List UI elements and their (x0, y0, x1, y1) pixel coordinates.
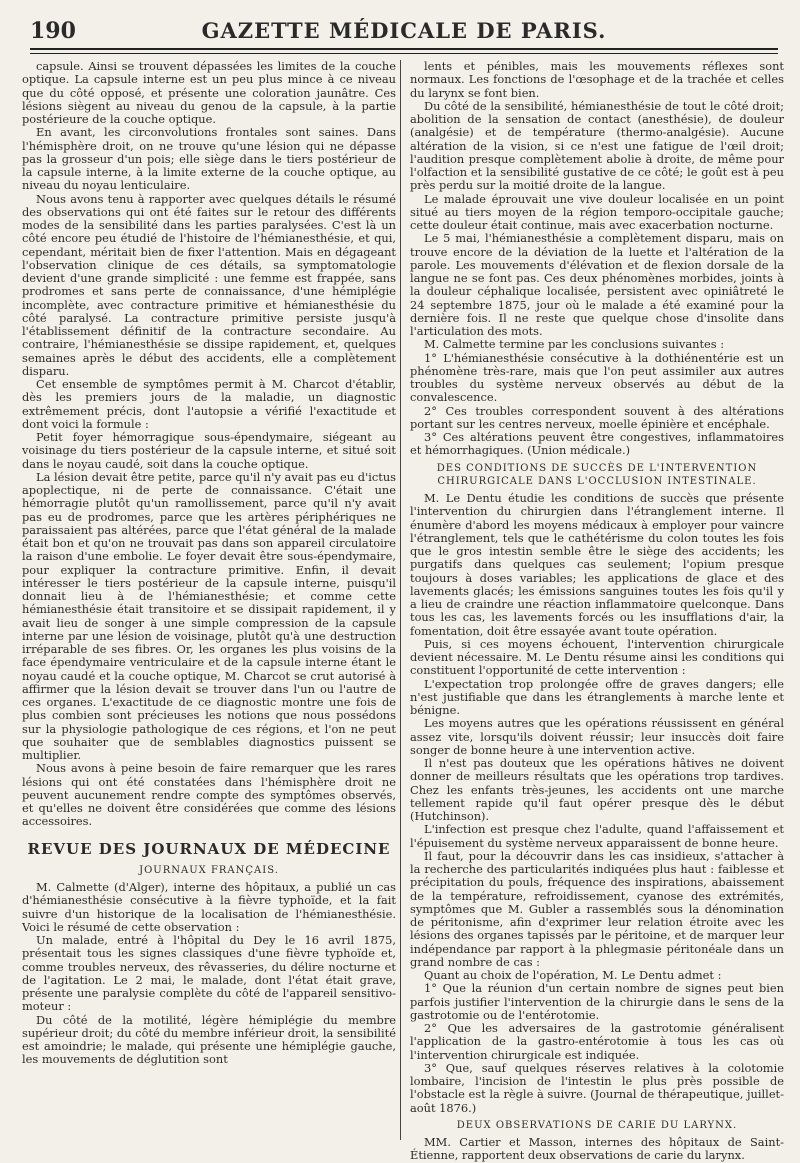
paragraph: Les moyens autres que les opérations réussissent en général assez vite, lorsqu'ils doivent réussir; leur insuccès doit faire songer de bonne heure à une intervention active. (410, 716, 784, 757)
paragraph: MM. Cartier et Masson, internes des hôpitaux de Saint-Étienne, rapportent deux observations de carie du larynx. (410, 1135, 784, 1163)
page-header (30, 12, 778, 46)
paragraph: Du côté de la sensibilité, hémianesthésie de tout le côté droit; abolition de la sensation de contact (anesthésie), de douleur (analgésie) et de température (thermo-analgésie). Aucune altération de la vision, si ce n'est une fatigue de l'œil droit; l'audition presque complètement abolie à droite, de même pour l'olfaction et la sensibilité gustative de ce côté; le goût est à peu près perdu sur la moitié droite de la langue. (410, 98, 784, 193)
conclusion-item: 1° L'hémianesthésie consécutive à la dothiénentérie est un phénomène très-rare, mais que l'on peut assimiler aux autres troubles du système nerveux observés au début de la convalescence. (410, 350, 784, 405)
paragraph: Il n'est pas douteux que les opérations hâtives ne doivent donner de meilleurs résultats que les opérations trop tardives. Chez les enfants très-jeunes, les accidents ont une marche tellement rapide qu'il faut opérer presque dès le début (Hutchinson). (410, 756, 784, 823)
conclusion-item: 2° Ces troubles correspondent souvent à des altérations portant sur les centres nerveux, moelle épinière et encéphale. (410, 403, 784, 431)
paragraph: Il faut, pour la découvrir dans les cas insidieux, s'attacher à la recherche des particularités indiquées plus haut : faiblesse et précipitation du pouls, fréquence des inspirations, abaissement de la température, refroidissement, cyanose des extrémités, symptômes que M. Gubler a rassemblés sous la dénomination de péritonisme, afin d'exprimer leur relation étroite avec les lésions des organes tapissés par le péritoine, et de marquer leur indépendance par rapport à la phlegmasie péritonéale dans un grand nombre de cas : (410, 848, 784, 969)
paragraph: En avant, les circonvolutions frontales sont saines. Dans l'hémisphère droit, on ne trouve qu'une lésion qui ne dépasse pas la grosseur d'un pois; elle siège dans le tiers postérieur de la capsule interne, à la limite externe de la couche optique, au niveau du noyau lenticulaire. (22, 125, 396, 193)
header-rule (30, 48, 778, 50)
paragraph: Nous avons à peine besoin de faire remarquer que les rares lésions qui ont été constatées dans l'hémisphère droit ne peuvent aucunement rendre compte des symptômes observés, et qu'elles ne doivent être considérées que comme des lésions accessoires. (22, 761, 396, 829)
paragraph: Le malade éprouvait une vive douleur localisée en un point situé au tiers moyen de la région temporo-occipitale gauche; cette douleur était continue, mais avec exacerbation nocturne. (410, 191, 784, 232)
paragraph: La lésion devait être petite, parce qu'il n'y avait pas eu d'ictus apoplectique, ni de perte de connaissance. C'était une hémorragie plutôt qu'un ramollissement, parce qu'il n'y avait pas eu de prodromes, parce que les artères périphériques ne paraissaient pas altérées, parce que l'état général de la malade était bon et qu'on ne trouvait pas dans son appareil circulatoire la raison d'une embolie. Le foyer devait être sous-épendymaire, pour expliquer la contracture primitive. Enfin, il devait intéresser le tiers postérieur de la capsule interne, puisqu'il donnait lieu à de l'hémianesthésie; et comme cette hémianesthésie était transitoire et se dissipait rapidement, il y avait lieu de songer à une simple compression de la capsule interne par une lésion de voisinage, plutôt qu'à une destruction irréparable de ses fibres. Or, les organes les plus voisins de la face épendymaire ventriculaire et de la capsule interne étant le noyau caudé et la couche optique, M. Charcot se crut autorisé à affirmer que la lésion devait se trouver dans l'un ou l'autre de ces organes. L'exactitude de ce diagnostic montre une fois de plus combien sont précieuses les notions que nous possédons sur la physiologie pathologique de ces régions, et l'on ne peut que souhaiter que de semblables diagnostics puissent se multiplier. (22, 469, 396, 762)
paragraph: Quant au choix de l'opération, M. Le Dentu admet : (424, 968, 722, 982)
journal-title: GAZETTE MÉDICALE DE PARIS. (201, 18, 607, 43)
paragraph: Nous avons tenu à rapporter avec quelques détails le résumé des observations qui ont été faites sur le retour des différents modes de la sensibilité dans les parties paralysées. C'est là un côté encore peu étudié de l'histoire de l'hémianesthésie, et qui, cependant, méritait bien de fixer l'attention. Mais en dégageant l'observation clinique de ces détails, sa symptomatologie devient d'une grande simplicité : une femme est frappée, sans prodromes et sans perte de connaissance, d'une hémiplégie incomplète, avec contracture primitive et hémianesthésie du côté paralysé. La contracture primitive persiste jusqu'à l'établissement définitif de la contracture secondaire. Au contraire, l'hémianesthésie se dissipe rapidement, et, quelques semaines après le début des accidents, elle a complètement disparu. (22, 191, 396, 378)
paragraph: L'infection est presque chez l'adulte, quand l'affaissement et l'épuisement du système nerveux apparaissent de bonne heure. (410, 822, 784, 850)
conclusion-item: 3° Ces altérations peuvent être congestives, inflammatoires et hémorrhagiques. (Union médicale.) (410, 430, 784, 458)
paragraph: lents et pénibles, mais les mouvements réflexes sont normaux. Les fonctions de l'œsophage et de la trachée et celles du larynx se font bien. (410, 59, 784, 100)
paragraph: Puis, si ces moyens échouent, l'intervention chirurgicale devient nécessaire. M. Le Dentu résume ainsi les conditions qui constituent l'opportunité de cette intervention : (410, 636, 784, 678)
paragraph: M. Calmette (d'Alger), interne des hôpitaux, a publié un cas d'hémianesthésie consécutive à la fièvre typhoïde, et la fait suivre d'un historique de la localisation de l'hémianesthésie. Voici le résumé de cette observation : (22, 880, 396, 934)
conclusion-item: 3° Que, sauf quelques réserves relatives à la colotomie lombaire, l'incision de l'intestin le plus près possible de l'obstacle est la règle à suivre. (Journal de thérapeutique, juillet-août 1876.) (410, 1060, 784, 1115)
column-divider (400, 60, 401, 1140)
paragraph: capsule. Ainsi se trouvent dépassées les limites de la couche optique. La capsule interne est un peu plus mince à ce niveau que du côté opposé, et présente une coloration jaunâtre. Ces lésions siègent au niveau du genou de la capsule, à la partie postérieure de la couche optique. (22, 59, 396, 126)
paragraph: Le 5 mai, l'hémianesthésie a complètement disparu, mais on trouve encore de la déviation de la luette et l'altération de la parole. Les mouvements d'élévation et de flexion dorsale de la langue ne se font pas. Ces deux phénomènes morbides, joints à la douleur céphalique localisée, persistent avec opiniâtreté le 24 septembre 1875, jour où le malade a été examiné pour la dernière fois. Il ne reste que quelque chose d'insolite dans l'articulation des mots. (410, 231, 784, 338)
article-subhead: DES CONDITIONS DE SUCCÈS DE L'INTERVENTION CHIRURGICALE DANS L'OCCLUSION INTESTINALE. (436, 462, 758, 487)
conclusion-item: 2° Que les adversaires de la gastrotomie généralisent l'application de la gastro-entérotomie à tous les cas où l'intervention chirurgicale est indiquée. (410, 1021, 784, 1062)
paragraph: Un malade, entré à l'hôpital du Dey le 16 avril 1875, présentait tous les signes classiques d'une fièvre typhoïde et, comme troubles nerveux, des rêvasseries, du délire nocturne et de l'agitation. Le 2 mai, le malade, dont l'état était grave, présente une paralysie complète du côté de l'appareil sensitivo-moteur : (22, 933, 396, 1014)
paragraph: M. Calmette termine par les conclusions suivantes : (424, 337, 725, 352)
paragraph: Cet ensemble de symptômes permit à M. Charcot d'établir, dès les premiers jours de la maladie, un diagnostic extrêmement précis, dont l'autopsie a vérifié l'exactitude et dont voici la formule : (22, 377, 396, 431)
section-title: REVUE DES JOURNAUX DE MÉDECINE (27, 839, 391, 858)
header-rule-thin (30, 53, 778, 54)
right-column (410, 59, 784, 1163)
paragraph: L'expectation trop prolongée offre de graves dangers; elle n'est justifiable que dans les étranglements à marche lente et bénigne. (410, 676, 784, 717)
paragraph: Du côté de la motilité, légère hémiplégie du membre supérieur droit; du côté du membre inférieur droit, la sensibilité est amoindrie; le malade, qui présente une hémiplégie gauche, les mouvements de déglutition sont (22, 1012, 396, 1067)
paragraph: M. Le Dentu étudie les conditions de succès que présente l'intervention du chirurgien dans l'étranglement interne. Il énumère d'abord les moyens médicaux à employer pour vaincre l'étranglement, tels que le cathétérisme du colon toutes les fois que le gros intestin semble être le siège des accidents; les purgatifs dans quelques cas seulement; l'opium presque toujours à doses variables; les applications de glace et des lavements glacés; les émissions sanguines toutes les fois qu'il y a lieu de craindre une réaction inflammatoire quelconque. Dans tous les cas, les lavements forcés ou les insufflations d'air, la fomentation, doit être essayée avant toute opération. (410, 491, 784, 638)
conclusion-item: 1° Que la réunion d'un certain nombre de signes peut bien parfois justifier l'intervention de la chirurgie dans le sens de la gastrotomie ou de l'entérotomie. (410, 981, 784, 1022)
left-column (22, 60, 396, 1140)
section-subhead: JOURNAUX FRANÇAIS. (139, 864, 279, 876)
article-subhead: DEUX OBSERVATIONS DE CARIE DU LARYNX. (456, 1119, 738, 1131)
page-number: 190 (30, 18, 76, 44)
paragraph: Petit foyer hémorragique sous-épendymaire, siégeant au voisinage du tiers postérieur de la capsule interne, et situé soit dans le noyau caudé, soit dans la couche optique. (22, 430, 396, 471)
